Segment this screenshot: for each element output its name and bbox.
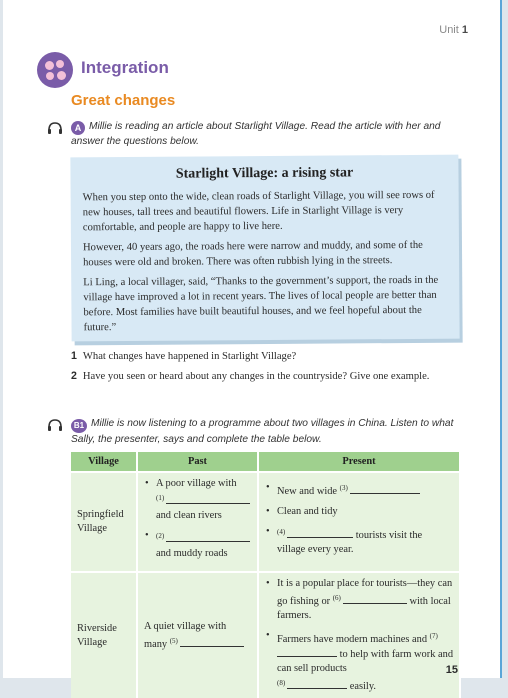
list-item: • $^{(4)}$ tourists visit the village every year.	[265, 525, 453, 557]
present-cell	[258, 572, 460, 698]
list-item: • A poor village with $^{(1)}$ and clean rivers	[144, 477, 251, 523]
answer-blank-5[interactable]	[180, 637, 244, 647]
section-title: Integration	[81, 58, 169, 77]
list-item: • Clean and tidy	[265, 505, 453, 519]
unit-number: 1	[461, 24, 468, 36]
answer-blank-2[interactable]	[166, 532, 250, 542]
article-title: Starlight Village: a rising star	[175, 165, 354, 182]
integration-icon	[37, 52, 73, 88]
villages-table	[71, 452, 461, 698]
answer-blank-4[interactable]	[287, 528, 353, 538]
headphones-icon	[47, 121, 63, 135]
village-name: Riverside Village	[71, 572, 137, 698]
answer-blank-6[interactable]	[343, 594, 407, 604]
part-a-badge: A	[71, 121, 85, 135]
list-item: • Farmers have modern machines and $^{(7)}$ to help with farm work and can sell products $^{(8)}$ easily.	[265, 629, 453, 694]
past-cell	[137, 472, 258, 572]
article-paragraph-2: However, 40 years ago, the roads here were narrow and muddy, and some of the houses were old and broken. There was often rubbish lying in the streets.	[82, 239, 423, 269]
answer-blank-1[interactable]	[166, 494, 250, 504]
past-cell: A quiet village with many $^{(5)}$	[137, 572, 258, 698]
table-row	[71, 472, 460, 572]
present-cell	[258, 472, 460, 572]
table-header-row	[71, 452, 460, 472]
part-b-instruction: B1 Millie is now listening to a programme about two villages in China. Listen to what Sally, the presenter, says and complete the table below.	[71, 418, 454, 445]
section-subtitle: Great changes	[71, 92, 176, 109]
list-item: • New and wide $^{(3)}$	[265, 481, 453, 499]
headphones-icon	[47, 418, 63, 432]
question-2: 2 Have you seen or heard about any changes in the countryside? Give one example.	[71, 370, 430, 382]
part-b-badge: B1	[71, 419, 87, 433]
answer-blank-8[interactable]	[287, 679, 347, 689]
question-1: 1 What changes have happened in Starlight Village?	[71, 350, 297, 362]
village-name: Springfield Village	[71, 472, 137, 572]
table-row	[71, 572, 460, 698]
answer-blank-3[interactable]	[350, 484, 420, 494]
answer-blank-7[interactable]	[277, 647, 337, 657]
article-paragraph-3: Li Ling, a local villager, said, “Thanks to the government’s support, the roads in the village have improved a lot in recent years. The lives of local people are better than before. Most families have built beautiful houses, and we feel hopeful about the future.”	[83, 274, 439, 334]
unit-label: Unit 1	[439, 24, 468, 36]
article-paragraph-1: When you step onto the wide, clean roads of Starlight Village, you will see rows of new houses, tall trees and beautiful flowers. Life in Starlight Village is very comfortable, and people are happy to live here.	[82, 189, 435, 234]
part-a-instruction: A Millie is reading an article about Starlight Village. Read the article with her and answer the questions below.	[71, 121, 441, 147]
header-present: Present	[258, 452, 460, 472]
list-item: • It is a popular place for tourists—they can go fishing or $^{(6)}$ with local farmers.	[265, 577, 453, 623]
textbook-page	[3, 0, 502, 692]
page-number: 15	[445, 664, 458, 676]
article-card	[70, 155, 459, 342]
header-village: Village	[71, 452, 137, 472]
list-item: • $^{(2)}$ and muddy roads	[144, 529, 251, 561]
header-past: Past	[137, 452, 258, 472]
